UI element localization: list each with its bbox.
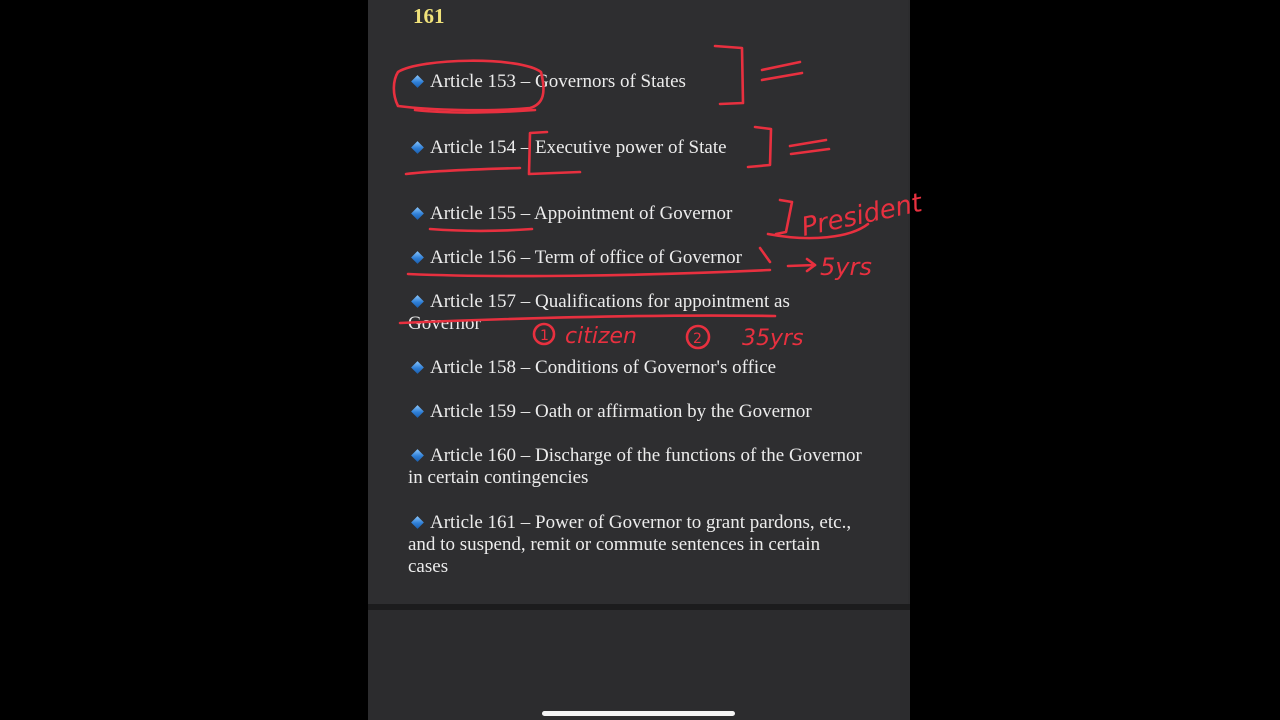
article-item-159: Article 159 – Oath or affirmation by the Governor xyxy=(408,401,863,423)
home-indicator-bar[interactable] xyxy=(542,711,735,716)
article-card xyxy=(368,0,908,605)
ink-text-citizen: citizen xyxy=(565,324,637,349)
article-item-161: Article 161 – Power of Governor to grant pardons, etc., and to suspend, remit or commute sentences in certain cases xyxy=(408,512,852,577)
article-item-160: Article 160 – Discharge of the functions of the Governor in certain contingencies xyxy=(408,445,862,488)
diamond-bullet-icon xyxy=(411,405,424,418)
article-item-156: Article 156 – Term of office of Governor xyxy=(408,247,863,269)
diamond-bullet-icon xyxy=(411,251,424,264)
document-viewer[interactable] xyxy=(368,0,910,720)
article-item-158: Article 158 – Conditions of Governor's office xyxy=(408,357,863,379)
ink-text-marker-1: 1 xyxy=(540,328,549,344)
diamond-bullet-icon xyxy=(411,295,424,308)
diamond-bullet-icon xyxy=(411,516,424,529)
blank-lower-panel xyxy=(368,610,910,720)
diamond-bullet-icon xyxy=(411,141,424,154)
article-item-157: Article 157 – Qualifications for appointment as Governor xyxy=(408,291,790,334)
article-item-154: Article 154 – Executive power of State xyxy=(408,137,863,159)
ink-text-5yrs: 5yrs xyxy=(820,253,872,281)
article-item-153: Article 153 – Governors of States xyxy=(408,71,863,93)
article-item-155: Article 155 – Appointment of Governor xyxy=(408,203,863,225)
diamond-bullet-icon xyxy=(411,449,424,462)
ink-text-35yrs: 35yrs xyxy=(742,326,804,351)
diamond-bullet-icon xyxy=(411,207,424,220)
diamond-bullet-icon xyxy=(411,75,424,88)
heading-number: 161 xyxy=(413,4,445,28)
diamond-bullet-icon xyxy=(411,361,424,374)
ink-text-president: President xyxy=(798,188,925,243)
ink-text-marker-2: 2 xyxy=(693,331,702,347)
